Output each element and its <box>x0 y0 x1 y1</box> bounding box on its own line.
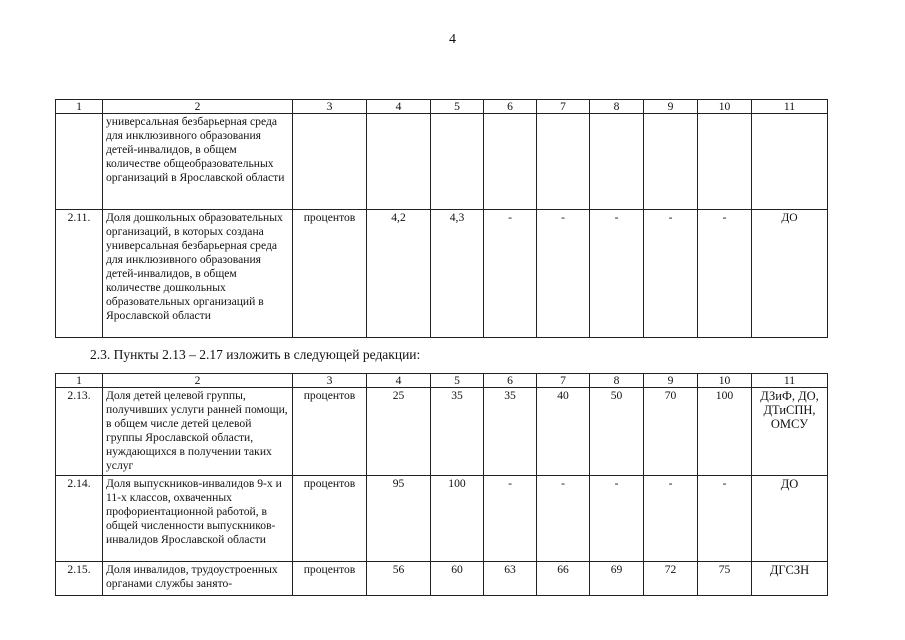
value-col-9: - <box>644 476 698 562</box>
responsible-cell: ДО <box>752 210 828 338</box>
value-col-6: - <box>484 210 537 338</box>
header-col-5: 5 <box>431 100 484 114</box>
value-col-4: 4,2 <box>367 210 431 338</box>
unit-cell: процентов <box>293 388 367 476</box>
header-col-5: 5 <box>431 374 484 388</box>
header-col-8: 8 <box>590 374 644 388</box>
unit-cell <box>293 114 367 210</box>
value-col-8: - <box>590 210 644 338</box>
value-col-8: 69 <box>590 562 644 596</box>
value-col-5: 4,3 <box>431 210 484 338</box>
indicator-text: универсальная безбарьерная среда для инклюзивного образования детей-инвалидов, в общем количестве общеобразовательных организаций в Ярославской области <box>103 114 293 210</box>
table-row <box>56 476 828 562</box>
row-number <box>56 114 103 210</box>
responsible-cell: ДЗиФ, ДО, ДТиСПН, ОМСУ <box>752 388 828 476</box>
header-col-3: 3 <box>293 100 367 114</box>
header-col-9: 9 <box>644 100 698 114</box>
value-col-6: 63 <box>484 562 537 596</box>
value-col-7 <box>537 114 590 210</box>
value-col-7: - <box>537 476 590 562</box>
value-col-10: - <box>698 210 752 338</box>
responsible-cell: ДГСЗН <box>752 562 828 596</box>
value-col-10: 75 <box>698 562 752 596</box>
indicator-table-amended <box>55 373 828 596</box>
header-col-9: 9 <box>644 374 698 388</box>
header-col-11: 11 <box>752 374 828 388</box>
value-col-8: 50 <box>590 388 644 476</box>
value-col-5: 35 <box>431 388 484 476</box>
page-number: 4 <box>449 32 456 47</box>
value-col-4: 95 <box>367 476 431 562</box>
value-col-5: 100 <box>431 476 484 562</box>
page-cutoff <box>0 597 905 640</box>
header-col-6: 6 <box>484 100 537 114</box>
header-col-7: 7 <box>537 374 590 388</box>
row-number: 2.11. <box>56 210 103 338</box>
table-header-row <box>56 100 828 114</box>
header-col-4: 4 <box>367 374 431 388</box>
table-row <box>56 210 828 338</box>
value-col-8 <box>590 114 644 210</box>
header-col-7: 7 <box>537 100 590 114</box>
value-col-5: 60 <box>431 562 484 596</box>
indicator-text: Доля дошкольных образовательных организаций, в которых создана универсальная безбарьерная среда для инклюзивного образования детей-инвалидов, в общем количестве дошкольных образовательных организаций в Ярославской области <box>103 210 293 338</box>
value-col-9: 70 <box>644 388 698 476</box>
value-col-7: - <box>537 210 590 338</box>
value-col-7: 66 <box>537 562 590 596</box>
unit-cell: процентов <box>293 476 367 562</box>
value-col-7: 40 <box>537 388 590 476</box>
header-col-4: 4 <box>367 100 431 114</box>
indicator-table-continued <box>55 99 828 338</box>
row-number: 2.15. <box>56 562 103 596</box>
table-row <box>56 388 828 476</box>
unit-cell: процентов <box>293 210 367 338</box>
header-col-10: 10 <box>698 100 752 114</box>
table-header-row <box>56 374 828 388</box>
header-col-6: 6 <box>484 374 537 388</box>
header-col-1: 1 <box>56 374 103 388</box>
value-col-6: 35 <box>484 388 537 476</box>
header-col-2: 2 <box>103 100 293 114</box>
header-col-11: 11 <box>752 100 828 114</box>
row-number: 2.14. <box>56 476 103 562</box>
value-col-10: 100 <box>698 388 752 476</box>
value-col-9 <box>644 114 698 210</box>
header-col-8: 8 <box>590 100 644 114</box>
indicator-text: Доля детей целевой группы, получивших услуги ранней помощи, в общем числе детей целевой группы Ярославской области, нуждающихся в получении таких услуг <box>103 388 293 476</box>
responsible-cell <box>752 114 828 210</box>
header-col-3: 3 <box>293 374 367 388</box>
unit-cell: процентов <box>293 562 367 596</box>
header-col-2: 2 <box>103 374 293 388</box>
value-col-10: - <box>698 476 752 562</box>
value-col-4 <box>367 114 431 210</box>
table-row <box>56 114 828 210</box>
value-col-6 <box>484 114 537 210</box>
header-col-10: 10 <box>698 374 752 388</box>
indicator-text: Доля выпускников-инвалидов 9-х и 11-х классов, охваченных профориентационной работой, в общей численности выпускников-инвалидов Ярославской области <box>103 476 293 562</box>
value-col-10 <box>698 114 752 210</box>
value-col-4: 25 <box>367 388 431 476</box>
indicator-text: Доля инвалидов, трудоустроенных органами службы занято- <box>103 562 293 596</box>
value-col-9: - <box>644 210 698 338</box>
value-col-9: 72 <box>644 562 698 596</box>
amendment-text: 2.3. Пункты 2.13 – 2.17 изложить в следующей редакции: <box>90 347 421 362</box>
value-col-5 <box>431 114 484 210</box>
responsible-cell: ДО <box>752 476 828 562</box>
value-col-6: - <box>484 476 537 562</box>
row-number: 2.13. <box>56 388 103 476</box>
value-col-8: - <box>590 476 644 562</box>
value-col-4: 56 <box>367 562 431 596</box>
table-row <box>56 562 828 596</box>
header-col-1: 1 <box>56 100 103 114</box>
